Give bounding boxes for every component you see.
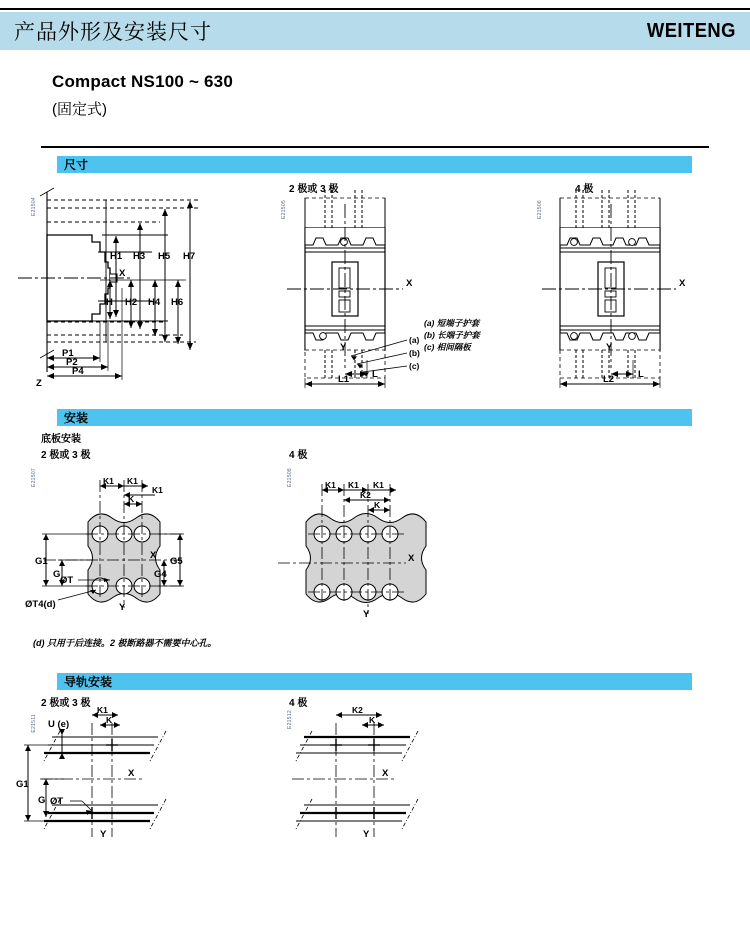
dim-label-x-rail-4p: X: [382, 768, 389, 779]
product-title: Compact NS100 ~ 630: [52, 72, 233, 91]
dim-label-x-rail-2p3p: X: [128, 768, 135, 779]
dim-label-p2: P2: [66, 357, 78, 368]
section-bar-rail-installation: [57, 673, 692, 690]
dim-label-y-base-2p3p: Y: [119, 602, 126, 613]
sub-label-baseplate-mount: 底板安装: [41, 434, 81, 445]
dim-label-p1: P1: [62, 348, 74, 359]
drawing-rail-4p: [256, 705, 506, 855]
dim-label-k1-c: K1: [152, 485, 163, 495]
refcode-front-2p3p: E21505: [281, 200, 287, 220]
dim-label-k1-4p-a: K1: [325, 480, 336, 490]
legend-item-b: (b) 长端子护套: [424, 330, 480, 340]
drawing-base-4p: [256, 462, 506, 642]
column-label-base-4p: 4 极: [289, 450, 308, 461]
callout-a: (a): [409, 335, 420, 345]
column-label-base-2p3p: 2 极或 3 极: [41, 450, 91, 461]
legend-item-a: (a) 短端子护套: [424, 318, 480, 328]
dim-label-h6: H6: [171, 297, 184, 308]
refcode-rail-2p3p: E21511: [31, 714, 37, 733]
dim-label-y-2p3p: Y: [340, 342, 347, 353]
dim-label-g1-rail: G1: [16, 779, 29, 790]
dim-label-h5: H5: [158, 251, 171, 262]
callout-b: (b): [409, 348, 420, 358]
section-label-installation: 安装: [64, 410, 89, 425]
title-divider: [41, 146, 709, 148]
dim-label-diam-t: ØT: [60, 575, 74, 586]
dim-label-x-2p3p: X: [406, 278, 413, 289]
dim-label-k1-a: K1: [103, 476, 114, 486]
dim-label-k-4p: K: [374, 500, 381, 510]
dim-label-g4: G4: [154, 569, 167, 580]
dim-label-g1: G1: [35, 556, 48, 567]
callout-c: (c): [409, 361, 420, 371]
refcode-front-4p: E21506: [537, 200, 543, 220]
dim-label-k1-4p-c: K1: [373, 480, 384, 490]
drawing-rail-2p3p: [0, 705, 250, 855]
dim-label-y-4p: Y: [606, 342, 613, 353]
refcode-rail-4p: E21512: [287, 710, 293, 730]
dim-label-l-4p: L: [638, 369, 644, 380]
refcode-base-4p: E21508: [287, 468, 293, 488]
refcode-base-2p3p: E21507: [31, 468, 37, 488]
dim-label-k: K: [128, 494, 135, 504]
dim-label-k-rail-4p: K: [369, 715, 376, 725]
section-bar-installation: [57, 409, 692, 426]
legend-terminal-covers: [424, 317, 480, 353]
column-label-front-4p: 4 极: [575, 184, 594, 195]
dim-label-k-rail: K: [106, 715, 113, 725]
dim-label-k2-rail: K2: [352, 705, 363, 715]
dim-label-k1-rail: K1: [97, 705, 108, 715]
dim-label-y-rail-2p3p: Y: [100, 829, 107, 840]
dim-label-diam-t4d: ØT4(d): [25, 599, 56, 610]
dim-label-h7: H7: [183, 251, 196, 262]
brand-logo: WEITENG: [647, 19, 737, 42]
dim-label-k1-b: K1: [127, 476, 138, 486]
refcode-side-view: E21504: [31, 197, 37, 217]
dim-label-h2: H2: [125, 297, 138, 308]
column-label-rail-4p: 4 极: [289, 698, 308, 709]
dim-label-l1: L1: [338, 374, 350, 385]
dim-label-l2: L2: [603, 374, 615, 385]
dim-label-x-side: X: [119, 268, 126, 279]
dim-label-p4: P4: [72, 366, 84, 377]
dim-label-k1-4p-b: K1: [348, 480, 359, 490]
dim-label-l-2p3p: L: [372, 369, 378, 380]
legend-item-c: (c) 相间隔板: [424, 342, 471, 352]
dim-label-g-rail: G: [38, 795, 46, 806]
dim-label-u-e: U (e): [48, 719, 70, 730]
column-label-front-2p3p: 2 极或 3 极: [289, 184, 339, 195]
dim-label-y-base-4p: Y: [363, 609, 370, 620]
section-label-dimensions: 尺寸: [64, 157, 89, 172]
dim-label-z: Z: [36, 378, 42, 389]
dim-label-y-rail-4p: Y: [363, 829, 370, 840]
page-header: [0, 12, 750, 50]
footnote-center-hole: (d) 只用于后连接。2 极断路器不需要中心孔。: [33, 638, 217, 648]
dim-label-k2-4p: K2: [360, 490, 371, 500]
product-subtitle: (固定式): [52, 101, 107, 118]
section-label-rail-installation: 导轨安装: [64, 674, 113, 689]
drawing-base-2p3p: [0, 462, 260, 642]
dim-label-x-base-2p3p: X: [150, 550, 157, 561]
top-rule: [0, 8, 750, 10]
column-label-rail-2p3p: 2 极或 3 极: [41, 698, 91, 709]
dim-label-x-4p: X: [679, 278, 686, 289]
drawing-front-4p: [540, 190, 740, 390]
dim-label-h3: H3: [133, 251, 146, 262]
drawing-side-view: [0, 170, 290, 400]
page-title: 产品外形及安装尺寸: [14, 21, 212, 44]
dim-label-h1: H1: [110, 251, 123, 262]
dim-label-g5: G5: [170, 556, 183, 567]
drawing-front-2p3p: [285, 190, 500, 390]
dim-label-x-base-4p: X: [408, 553, 415, 564]
dim-label-g: G: [53, 569, 61, 580]
dim-label-diam-t-rail: ØT: [50, 796, 64, 807]
dim-label-h4: H4: [148, 297, 161, 308]
dim-label-h: H: [106, 297, 113, 308]
